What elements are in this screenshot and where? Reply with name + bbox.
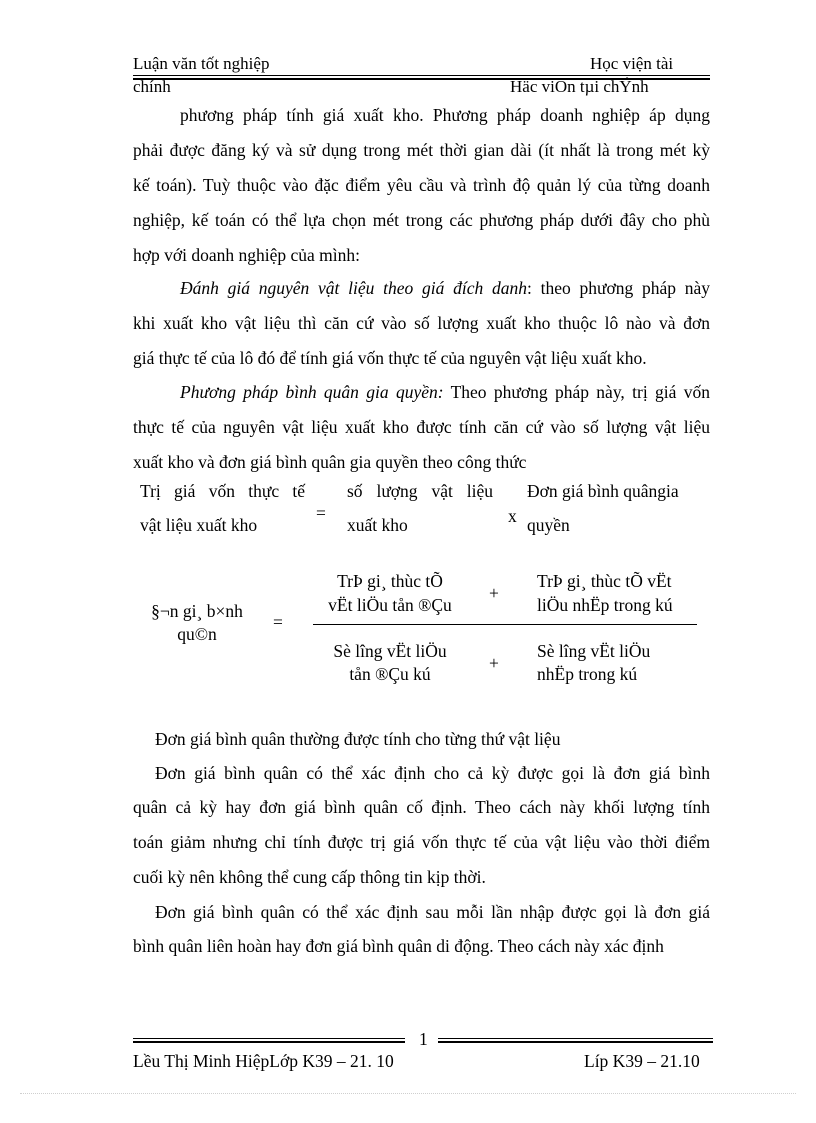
paragraph5-line4: cuối kỳ nên không thể cung cấp thông tin kịp thời. xyxy=(133,867,486,887)
paragraph2-rest: : theo phương pháp này xyxy=(527,278,710,298)
paragraph1-line4: nghiệp, kế toán có thể lựa chọn mét trong các phương pháp dưới đây cho phù xyxy=(133,210,710,230)
formula2-den-b-line1: Sè lîng vËt liÖu xyxy=(537,641,651,661)
header-left-line2: chính xyxy=(133,77,171,96)
formula2-plus-top: + xyxy=(489,583,499,603)
fraction-bar xyxy=(313,624,697,625)
paragraph6-line1: Đơn giá bình quân có thể xác định sau mỗi lần nhập được gọi là đơn giá xyxy=(155,902,710,922)
formula1-left-line2: vật liệu xuất kho xyxy=(140,515,258,535)
paragraph4: Đơn giá bình quân thường được tính cho từng thứ vật liệu xyxy=(155,729,561,749)
paragraph2-italic: Đánh giá nguyên vật liệu theo giá đích danh xyxy=(180,278,527,298)
paragraph2-line2: khi xuất kho vật liệu thì căn cứ vào số lượng xuất kho thuộc lô nào và đơn xyxy=(133,313,710,333)
formula2-den-a-line2: tån ®Çu kú xyxy=(349,664,431,684)
formula1-right-line1: Đơn giá bình quângia xyxy=(527,481,679,501)
formula2-num-b-line1: TrÞ gi¸ thùc tÕ vËt xyxy=(537,571,672,591)
page-number: 1 xyxy=(419,1029,428,1049)
formula1-times: x xyxy=(508,506,517,526)
formula2-num-a-line1: TrÞ gi¸ thùc tÕ xyxy=(337,571,443,591)
formula1-mid-line2: xuất kho xyxy=(347,515,408,535)
header-left-line1: Luận văn tốt nghiệp xyxy=(133,54,270,73)
footer-rule-left-top xyxy=(133,1038,405,1039)
paragraph3-line3: xuất kho và đơn giá bình quân gia quyền theo công thức xyxy=(133,452,527,472)
formula2-num-b-line2: liÖu nhËp trong kú xyxy=(537,595,673,615)
formula2-den-a-line1: Sè lîng vËt liÖu xyxy=(333,641,447,661)
page-edge xyxy=(20,1093,796,1094)
footer-rule-left-bottom xyxy=(133,1041,405,1043)
paragraph5-line2: quân cả kỳ hay đơn giá bình quân cố định. Theo cách này khối lượng tính xyxy=(133,797,710,817)
header-right-line1: Học viện tài xyxy=(590,54,674,73)
formula2-plus-bottom: + xyxy=(489,653,499,673)
formula2-num-a-line2: vËt liÖu tån ®Çu xyxy=(328,595,452,615)
paragraph3-rest: Theo phương pháp này, trị giá vốn xyxy=(443,382,710,402)
formula2-equals: = xyxy=(273,612,283,632)
footer-rule-right-top xyxy=(438,1038,713,1039)
paragraph2-line1 xyxy=(180,271,710,306)
paragraph1-line1: phương pháp tính giá xuất kho. Phương pháp doanh nghiệp áp dụng xyxy=(180,105,710,125)
paragraph1-line2: phải được đăng ký và sử dụng trong mét thời gian dài (ít nhất là trong mét kỳ xyxy=(133,140,710,160)
formula2-den-b-line2: nhËp trong kú xyxy=(537,664,638,684)
paragraph3-line1 xyxy=(180,375,710,410)
paragraph5-line3: toán giảm nhưng chỉ tính được trị giá vốn thực tế của vật liệu vào thời điểm xyxy=(133,832,710,852)
footer-rule-right-bottom xyxy=(438,1041,713,1043)
formula1-mid-line1: số lượng vật liệu xyxy=(347,481,493,501)
formula1-equals: = xyxy=(316,503,326,523)
paragraph3-italic: Phương pháp bình quân gia quyền: xyxy=(180,382,444,402)
formula2-left-line1: §¬n gi¸ b×nh xyxy=(151,601,243,621)
footer-right: Líp K39 – 21.10 xyxy=(584,1051,700,1071)
formula1-left-line1: Trị giá vốn thực tế xyxy=(140,481,305,501)
formula1-right-line2: quyền xyxy=(527,515,570,535)
paragraph6-line2: bình quân liên hoàn hay đơn giá bình quân di động. Theo cách này xác định xyxy=(133,936,664,956)
header-rule-top xyxy=(133,75,710,76)
formula2-left-line2: qu©n xyxy=(177,624,217,644)
paragraph1-line5: hợp với doanh nghiệp của mình: xyxy=(133,245,361,265)
footer-left: Lều Thị Minh HiệpLớp K39 – 21. 10 xyxy=(133,1051,394,1071)
paragraph2-line3: giá thực tế của lô đó để tính giá vốn thực tế của nguyên vật liệu xuất kho. xyxy=(133,348,647,368)
header-right-line2: Häc viÖn tµi chÝnh xyxy=(510,77,649,96)
paragraph5-line1: Đơn giá bình quân có thể xác định cho cả kỳ được gọi là đơn giá bình xyxy=(155,763,710,783)
paragraph1-line3: kế toán). Tuỳ thuộc vào đặc điểm yêu cầu và trình độ quản lý của từng doanh xyxy=(133,175,710,195)
paragraph3-line2: thực tế của nguyên vật liệu xuất kho được tính căn cứ vào số lượng vật liệu xyxy=(133,417,710,437)
